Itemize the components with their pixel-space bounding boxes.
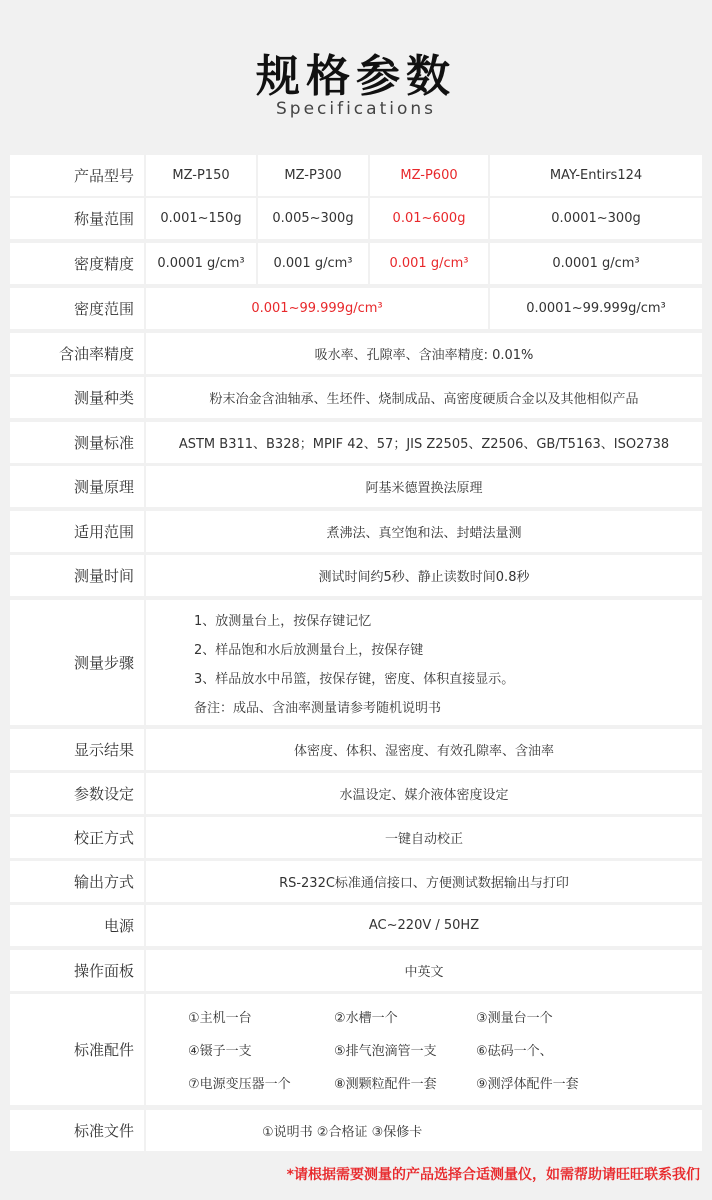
row-scope bbox=[10, 511, 702, 552]
row-measure-type bbox=[10, 377, 702, 418]
row-label: 测量原理 bbox=[10, 466, 146, 507]
row-output bbox=[10, 861, 702, 902]
precision-cell-highlight: 0.001 g/cm³ bbox=[370, 243, 490, 284]
row-label: 密度范围 bbox=[10, 288, 146, 329]
row-label: 显示结果 bbox=[10, 729, 146, 770]
row-value: ①说明书 ②合格证 ③保修卡 bbox=[262, 1125, 423, 1140]
accessories-grid bbox=[146, 994, 702, 1105]
row-label: 操作面板 bbox=[10, 950, 146, 991]
row-label: 输出方式 bbox=[10, 861, 146, 902]
precision-cell: 0.0001 g/cm³ bbox=[552, 256, 640, 271]
row-label: 适用范围 bbox=[10, 511, 146, 552]
accessory-item: ①主机一台 bbox=[188, 1011, 252, 1026]
range-cell: 0.001~150g bbox=[146, 198, 258, 239]
row-display bbox=[10, 729, 702, 770]
row-value: RS-232C标准通信接口、方便测试数据输出与打印 bbox=[279, 876, 569, 891]
row-density-range bbox=[10, 288, 702, 329]
row-time bbox=[10, 555, 702, 596]
row-panel bbox=[10, 950, 702, 991]
accessory-item: ③测量台一个 bbox=[476, 1011, 553, 1026]
density-range-cell: 0.0001~99.999g/cm³ bbox=[526, 301, 666, 316]
model-cell: MAY-Entirs124 bbox=[549, 168, 643, 183]
steps-list bbox=[146, 600, 702, 725]
row-label: 称量范围 bbox=[10, 198, 146, 239]
row-value: ASTM B311、B328；MPIF 42、57；JIS Z2505、Z2506、GB/T5163、ISO2738 bbox=[178, 437, 670, 452]
row-weighing-range bbox=[10, 198, 702, 239]
row-value: 煮沸法、真空饱和法、封蜡法量测 bbox=[326, 526, 522, 541]
row-value: 中英文 bbox=[404, 965, 444, 980]
step-item: 2、样品饱和水后放测量台上，按保存键 bbox=[194, 642, 424, 658]
notice-text: *请根据需要测量的产品选择合适测量仪，如需帮助请旺旺联系我们 bbox=[286, 1167, 700, 1183]
step-item: 1、放测量台上，按保存键记忆 bbox=[194, 613, 372, 629]
model-cell: MZ-P300 bbox=[258, 155, 370, 196]
row-label: 校正方式 bbox=[10, 817, 146, 858]
row-density-precision bbox=[10, 243, 702, 284]
row-label: 测量标准 bbox=[10, 422, 146, 463]
row-model bbox=[10, 155, 702, 196]
row-label: 测量步骤 bbox=[10, 600, 146, 725]
row-calibration bbox=[10, 817, 702, 858]
row-principle bbox=[10, 466, 702, 507]
accessory-item: ⑤排气泡滴管一支 bbox=[334, 1044, 437, 1059]
row-label: 标准文件 bbox=[10, 1110, 146, 1151]
density-range-cell-highlight: 0.001~99.999g/cm³ bbox=[146, 288, 490, 329]
row-standard bbox=[10, 422, 702, 463]
row-value: 体密度、体积、湿密度、有效孔隙率、含油率 bbox=[293, 744, 554, 759]
row-value: 水温设定、媒介液体密度设定 bbox=[339, 788, 509, 803]
accessory-item: ⑧测颗粒配件一套 bbox=[334, 1077, 437, 1092]
page-subtitle: Specifications bbox=[275, 99, 436, 119]
row-label: 测量种类 bbox=[10, 377, 146, 418]
model-cell: MZ-P150 bbox=[146, 155, 258, 196]
step-note: 备注：成品、含油率测量请参考随机说明书 bbox=[194, 700, 442, 716]
row-documents bbox=[10, 1110, 702, 1151]
row-accessories bbox=[10, 994, 702, 1105]
accessory-item: ⑥砝码一个、 bbox=[476, 1044, 553, 1059]
precision-cell: 0.001 g/cm³ bbox=[258, 243, 370, 284]
row-label: 测量时间 bbox=[10, 555, 146, 596]
range-cell: 0.005~300g bbox=[258, 198, 370, 239]
row-value: 阿基米德置换法原理 bbox=[365, 481, 483, 496]
row-label: 电源 bbox=[10, 905, 146, 946]
row-value: 测试时间约5秒、静止读数时间0.8秒 bbox=[318, 570, 530, 585]
row-params bbox=[10, 773, 702, 814]
model-cell-highlight: MZ-P600 bbox=[370, 155, 490, 196]
row-value: AC~220V / 50HZ bbox=[368, 918, 480, 933]
row-label: 参数设定 bbox=[10, 773, 146, 814]
accessory-item: ②水槽一个 bbox=[334, 1011, 398, 1026]
precision-cell: 0.0001 g/cm³ bbox=[146, 243, 258, 284]
row-label: 密度精度 bbox=[10, 243, 146, 284]
row-label: 产品型号 bbox=[10, 155, 146, 196]
row-value: 粉末冶金含油轴承、生坯件、烧制成品、高密度硬质合金以及其他相似产品 bbox=[209, 392, 639, 407]
range-cell: 0.0001~300g bbox=[551, 211, 641, 226]
row-value: 吸水率、孔隙率、含油率精度: 0.01% bbox=[314, 348, 534, 363]
row-value: 一键自动校正 bbox=[384, 832, 463, 847]
row-oil-precision bbox=[10, 333, 702, 374]
row-label: 标准配件 bbox=[10, 994, 146, 1105]
page-title: 规格参数 bbox=[256, 51, 456, 102]
accessory-item: ④镊子一支 bbox=[188, 1044, 252, 1059]
row-steps bbox=[10, 600, 702, 725]
row-power bbox=[10, 905, 702, 946]
range-cell-highlight: 0.01~600g bbox=[370, 198, 490, 239]
accessory-item: ⑨测浮体配件一套 bbox=[476, 1077, 579, 1092]
row-label: 含油率精度 bbox=[10, 333, 146, 374]
header bbox=[0, 0, 712, 150]
step-item: 3、样品放水中吊篮，按保存键，密度、体积直接显示。 bbox=[194, 671, 515, 687]
accessory-item: ⑦电源变压器一个 bbox=[188, 1077, 291, 1092]
